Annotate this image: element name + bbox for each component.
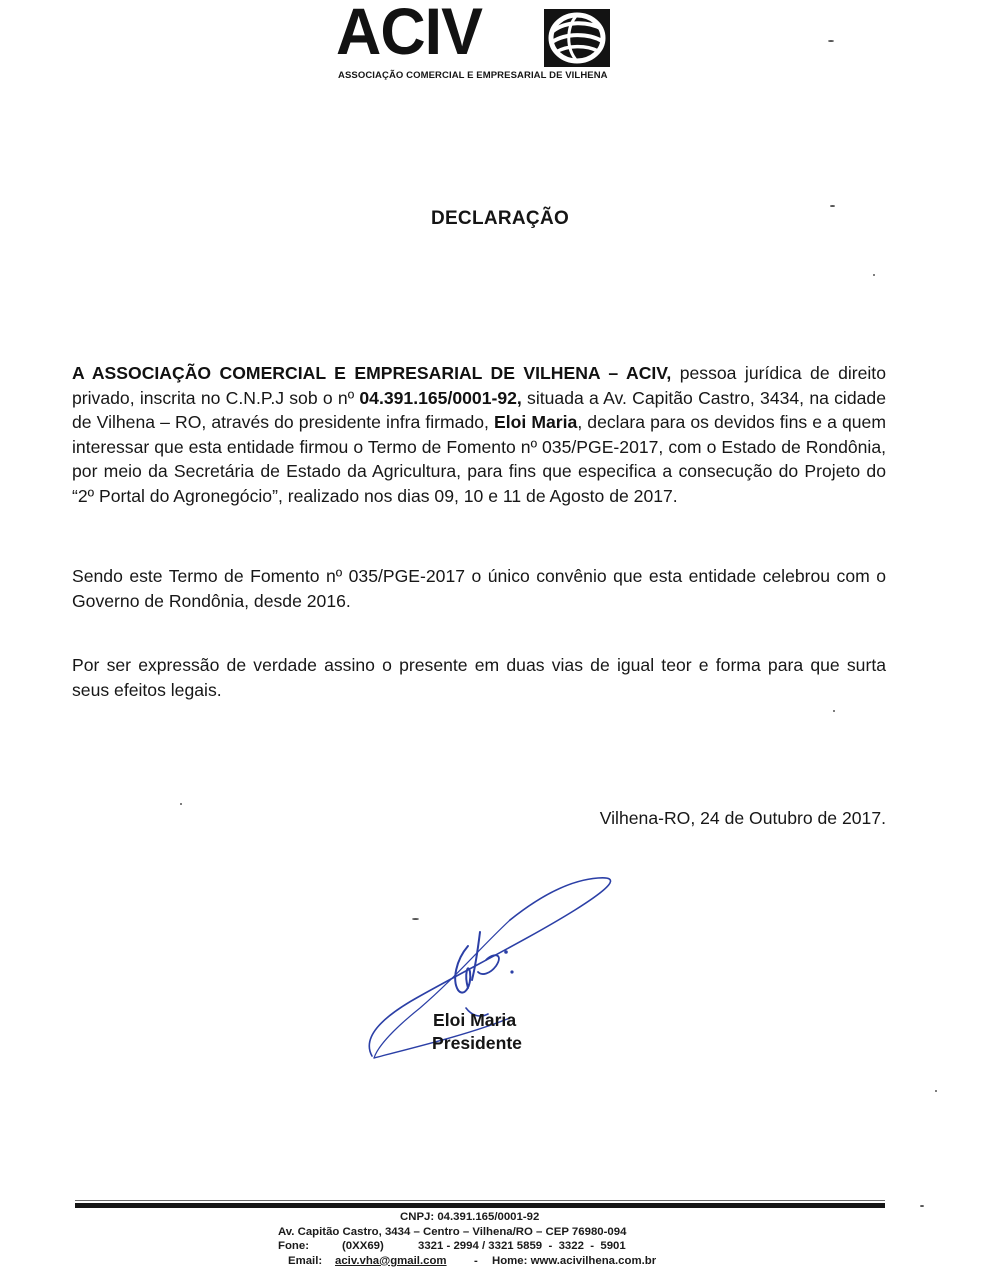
phone-numbers: 3321 - 2994 / 3321 5859 - 3322 - 5901 <box>418 1240 626 1253</box>
president-name: Eloi Maria <box>494 412 578 433</box>
signatory-role: Presidente <box>432 1033 522 1053</box>
paragraph-agreement: Sendo este Termo de Fomento nº 035/PGE-2017 o único convênio que esta entidade celebrou com o Governo de Rondônia, desde 2016. <box>72 566 886 611</box>
paragraph-declaration <box>72 361 886 509</box>
date-line: Vilhena-RO, 24 de Outubro de 2017. <box>599 808 886 828</box>
footer-address: Av. Capitão Castro, 3434 – Centro – Vilhena/RO – CEP 76980-094 <box>278 1225 627 1238</box>
cnpj-number: 04.391.165/0001-92, <box>359 387 522 408</box>
footer-separator: - <box>474 1254 478 1267</box>
phone-area-code: (0XX69) <box>342 1240 384 1253</box>
paragraph-text: pessoa jurídica de direito privado, inscrita no C.N.P.J sob o nº <box>72 363 886 408</box>
email-label: Email: <box>288 1254 323 1267</box>
scan-speck <box>920 1205 924 1207</box>
letterhead <box>330 0 620 82</box>
website-link[interactable]: Home: www.acivilhena.com.br <box>492 1254 657 1267</box>
scan-speck <box>412 918 419 920</box>
scan-speck <box>830 205 835 207</box>
email-link[interactable]: aciv.vha@gmail.com <box>335 1254 447 1267</box>
paragraph-text: , declara para os devidos fins e a quem interessar que esta entidade firmou o Termo de Fomento nº 035/PGE-2017, com o Estado de Rondônia, por meio da Secretária de Estado da Agricultura, para fins que especifica a consecução do Projeto do “2º Portal do Agronegócio”, realizado nos dias 09, 10 e 11 de Agosto de 2017. <box>72 412 886 506</box>
scan-speck <box>180 803 182 805</box>
scan-speck <box>833 710 835 712</box>
document-title: DECLARAÇÃO <box>430 208 570 229</box>
aciv-logo-text: ACIV <box>336 0 483 68</box>
aciv-globe-emblem-icon <box>544 9 610 67</box>
scan-speck <box>873 274 875 276</box>
entity-name: A ASSOCIAÇÃO COMERCIAL E EMPRESARIAL DE VILHENA – ACIV, <box>72 363 672 383</box>
signatory-name: Eloi Maria <box>433 1010 517 1030</box>
footer-cnpj: CNPJ: 04.391.165/0001-92 <box>400 1211 540 1223</box>
paragraph-text: situada a Av. Capitão Castro, 3434, na cidade de Vilhena – RO, através do presidente infra firmado, <box>72 387 886 433</box>
phone-label: Fone: <box>278 1240 310 1253</box>
scan-speck <box>935 1090 937 1092</box>
paragraph-closing: Por ser expressão de verdade assino o presente em duas vias de igual teor e forma para que surta seus efeitos legais. <box>72 655 886 700</box>
footer-divider <box>75 1203 885 1208</box>
scan-speck <box>828 40 834 42</box>
letterhead-subtitle: ASSOCIAÇÃO COMERCIAL E EMPRESARIAL DE VILHENA <box>338 70 608 81</box>
